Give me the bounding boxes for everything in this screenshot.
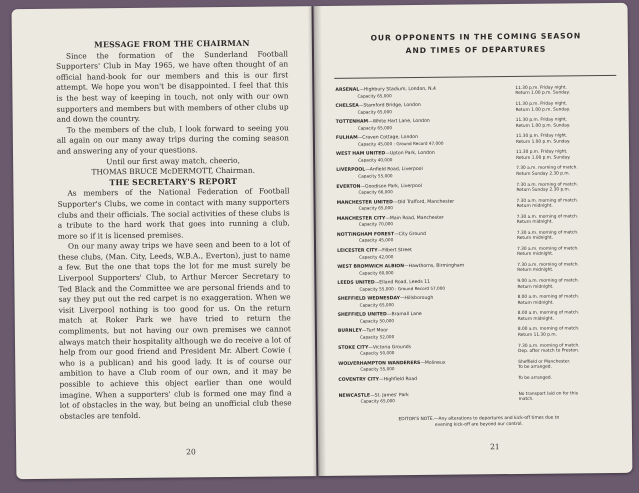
fixture-departure bbox=[518, 359, 570, 370]
fixture-ground: —Elland Road, Leeds 11 bbox=[374, 279, 431, 286]
fixture-departure bbox=[517, 278, 579, 289]
chairman-signature: THOMAS BRUCE McDERMOTT, Chairman. bbox=[91, 165, 255, 177]
fixture-capacity: Capacity 65,000 bbox=[358, 205, 393, 211]
fixture-capacity: Capacity 66,000 bbox=[358, 189, 393, 195]
fixture-departure bbox=[517, 198, 579, 209]
fixture-departure bbox=[516, 166, 578, 177]
fixture-departure-time: To be arranged. bbox=[518, 375, 552, 381]
fixture-row bbox=[339, 391, 619, 410]
fixture-departure bbox=[517, 246, 579, 257]
fixture-return-time: Return midnight. bbox=[517, 268, 554, 274]
fixture-return-time: Return midnight. bbox=[517, 284, 554, 290]
chairman-paragraph: To the members of the club, I look forward to seeing you all again on our many away trips during the coming season and answering any of your questions. bbox=[56, 123, 289, 156]
fixture-club-name: ARSENAL bbox=[335, 87, 360, 93]
fixture-ground: —Hawthorns, Birmingham bbox=[404, 263, 465, 270]
fixture-ground: —Goodison Park, Liverpool bbox=[360, 183, 422, 190]
fixture-ground: —St. James' Park bbox=[370, 392, 409, 399]
fixtures-heading-line1: OUR OPPONENTS IN THE COMING SEASON bbox=[370, 31, 582, 43]
fixture-ground: —Stamford Bridge, London bbox=[358, 103, 421, 109]
fixture-ground: —Main Road, Manchester bbox=[385, 215, 444, 222]
booklet-spread bbox=[12, 3, 633, 487]
fixtures-list bbox=[335, 85, 618, 410]
fixture-departure bbox=[517, 230, 579, 241]
fixture-return-time: Return midnight. bbox=[516, 235, 554, 242]
fixture-club-name: NOTTINGHAM FOREST bbox=[336, 232, 395, 238]
fixture-departure-time: 7.30 a.m. morning of match. bbox=[516, 230, 579, 236]
chairman-paragraph: Since the formation of the Sunderland Football Supporters' Club in May 1965, we have often thought of an official hand-book for our members and this is our first attempt. We hope you won't be disappointed. I feel that this is the best way of keeping in touch, not only with our own supporters and members but with members of other clubs up and down the country. bbox=[56, 48, 289, 124]
fixture-club-name: SHEFFIELD UNITED bbox=[337, 312, 387, 319]
fixture-departure-time: 7.30 a.m. morning of match. bbox=[516, 165, 578, 172]
fixture-return-time: Return 1.00 p.m. Sunday. bbox=[515, 139, 571, 145]
fixture-departure bbox=[517, 262, 579, 273]
fixture-departure bbox=[516, 101, 571, 112]
fixture-club-name: LEICESTER CITY bbox=[337, 248, 378, 254]
fixtures-heading-line2: AND TIMES OF DEPARTURES bbox=[405, 44, 547, 56]
fixture-departure-time: Sheffield or Manchester. bbox=[518, 359, 571, 365]
fixture-club-name: WEST BROMWICH ALBION bbox=[337, 264, 405, 270]
fixture-club-name: WOLVERHAMPTON WANDERERS bbox=[338, 360, 421, 367]
fixture-return-time: Return 1.00 p.m. Sunday. bbox=[515, 106, 571, 113]
fixture-return-time: Dep. after match to Preston. bbox=[518, 348, 580, 354]
fixture-departure-time: 7.30 a.m. morning of match. bbox=[518, 342, 580, 349]
fixture-return-time: Return Sunday 2.30 p.m. bbox=[516, 187, 571, 193]
fixture-club-name: TOTTENHAM bbox=[335, 119, 369, 126]
right-page bbox=[313, 3, 632, 476]
right-page-number: 21 bbox=[490, 442, 500, 452]
fixture-club-name: BURNLEY bbox=[337, 328, 362, 335]
fixture-return-time: Return midnight. bbox=[517, 251, 554, 258]
fixture-ground: —City Ground bbox=[394, 231, 427, 238]
left-page-text bbox=[56, 38, 292, 422]
fixture-capacity: Capacity 65,000 bbox=[357, 92, 392, 99]
fixture-capacity: Capacity 42,000 bbox=[359, 253, 394, 260]
fixture-departure bbox=[518, 375, 552, 381]
fixture-capacity: Capacity 50,000 bbox=[359, 318, 395, 324]
fixture-departure-time: 8.00 a.m. morning of match. bbox=[517, 294, 580, 301]
fixture-capacity: Capacity 65,000 bbox=[357, 125, 393, 131]
fixture-capacity: Capacity 50,000 bbox=[360, 350, 395, 356]
fixture-club-name: EVERTON bbox=[336, 184, 361, 190]
fixture-departure bbox=[519, 391, 579, 402]
fixture-ground: —Turf Moor bbox=[361, 328, 389, 334]
fixture-departure bbox=[517, 214, 579, 225]
fixture-capacity: Capacity 60,000 bbox=[359, 269, 394, 276]
fixture-capacity: Capacity 65,000 bbox=[357, 108, 392, 115]
secretary-paragraph: On our many away trips we have seen and been to a lot of these clubs, (Man. City, Leeds, W.B.A., Everton), just to name a few. But the one that tops the lot for me must surely be Liverpool Supporters' Club, to Arthur Mercer Secretary to Ted Black and the Committee we are personal friends and to say they put out the red carpet is no exaggeration. When we visit Liverpool nothing is too good for us. On the return match at Roker Park we have tried to return the compliments, but not having our own premises we cannot always match their hospitality although we do receive a lot of help from our good friend and President Mr. Albert Cowie ( who is a publican) and his good lady. It is of course our ambition to have a Club room of our own, and it may be possible to achieve this object earlier than one would imagine. When a supporters' club is formed one may find a lot of obstacles in the way, but being an unofficial club these obstacles are tenfold. bbox=[58, 239, 292, 421]
fixture-club-ground bbox=[337, 199, 455, 206]
fixture-departure-time: 11.30 p.m. Friday night. bbox=[516, 149, 568, 156]
fixture-club-name: COVENTRY CITY bbox=[338, 377, 380, 383]
fixture-club-name: SHEFFIELD WEDNESDAY bbox=[337, 296, 400, 303]
fixture-departure-time: 7.30 a.m. morning of match. bbox=[516, 197, 579, 204]
fixture-departure-time: 11.30 p.m. Friday night. bbox=[515, 117, 568, 124]
fixture-departure-time: 9.00 a.m. morning of match. bbox=[517, 278, 579, 285]
fixture-capacity: Capacity 55,000 bbox=[360, 366, 395, 372]
fixture-departure-time: 11.30 p.m. Friday night. bbox=[515, 85, 567, 91]
fixtures-heading bbox=[338, 29, 614, 58]
fixture-club-name: LEEDS UNITED bbox=[337, 280, 375, 286]
fixture-return-time: Return midnight. bbox=[516, 203, 553, 210]
fixture-ground: —Highfield Road bbox=[378, 376, 418, 383]
fixture-departure-time: 7.30 a.m. morning of match. bbox=[516, 214, 579, 220]
fixture-return-time: Return Sunday 2.30 p.m. bbox=[516, 171, 570, 177]
fixture-ground: —Upton Park, London bbox=[385, 151, 435, 157]
fixture-departure-time: 7.30 a.m. morning of match. bbox=[517, 262, 579, 268]
fixture-departure bbox=[516, 150, 571, 161]
fixture-club-name: STOKE CITY bbox=[338, 345, 369, 351]
fixture-capacity: Capacity 52,000 bbox=[359, 334, 395, 340]
left-page-number: 20 bbox=[186, 447, 196, 457]
fixture-departure-time: 11.30 p.m. Friday night. bbox=[515, 133, 568, 140]
fixture-club-name: NEWCASTLE bbox=[338, 393, 371, 399]
fixture-club-name: CHELSEA bbox=[335, 103, 359, 109]
fixture-club-name: MANCHESTER CITY bbox=[336, 216, 386, 222]
fixture-return-time: To be arranged. bbox=[518, 364, 552, 370]
fixture-departure bbox=[516, 118, 571, 129]
fixture-departure bbox=[518, 295, 580, 306]
fixture-capacity: Capacity 45,000 : Ground Record 47,000 bbox=[357, 140, 444, 147]
fixture-capacity: Capacity 65,000 bbox=[360, 398, 395, 404]
fixture-ground: —Anfield Road, Liverpool bbox=[365, 167, 423, 174]
fixture-ground: —Hillsborough bbox=[399, 296, 434, 302]
fixture-ground: —Craven Cottage, London bbox=[357, 135, 419, 141]
heading-rule bbox=[334, 75, 616, 79]
fixture-ground: —Highbury Stadium, London, N.4 bbox=[359, 86, 436, 93]
fixture-return-time: Return 1.00 p.m. Sunday. bbox=[516, 155, 571, 161]
fixture-ground: —Molineux bbox=[420, 360, 446, 366]
fixture-club-ground bbox=[337, 264, 464, 271]
fixture-capacity: Capacity 55,000 bbox=[358, 173, 393, 179]
fixture-ground: —Victoria Grounds bbox=[368, 344, 412, 351]
fixture-departure-time: 7.30 a.m. morning of match. bbox=[517, 246, 579, 252]
fixture-ground: —Old Trafford, Manchester bbox=[392, 199, 455, 205]
fixture-departure bbox=[518, 343, 580, 354]
fixture-departure-time: 8.00 a.m. morning of match. bbox=[517, 310, 580, 317]
fixture-departure bbox=[518, 311, 580, 322]
fixture-return-time: Return 1.00 p.m. Sunday. bbox=[515, 90, 570, 97]
fixture-departure-time: No transport laid on for this bbox=[518, 391, 578, 397]
fixture-departure bbox=[515, 85, 570, 96]
fixture-departure bbox=[518, 327, 580, 338]
chairman-heading: MESSAGE FROM THE CHAIRMAN bbox=[94, 38, 250, 50]
fixture-ground: —Bramall Lane bbox=[386, 312, 422, 318]
fixture-capacity: Capacity 55,000 : Ground Record 57,000 bbox=[359, 285, 446, 292]
fixture-capacity: Capacity 70,000 bbox=[358, 221, 394, 227]
fixture-return-time: match. bbox=[518, 396, 534, 403]
fixture-return-time: Return 1.00 p.m. Sunday. bbox=[515, 122, 571, 129]
secretary-paragraph: As members of the National Federation of Football Supporter's Clubs, we come in contact with many supporters clubs and their officials. The social activities of these clubs is a tribute to the hard work that goes into running a club, more so if it is licensed premises. bbox=[57, 186, 290, 241]
fixture-return-time: Return midnight. bbox=[516, 219, 553, 226]
fixture-capacity: Capacity 65,000 bbox=[359, 302, 394, 308]
fixture-capacity: Capacity 45,000 bbox=[358, 237, 394, 244]
editors-note-line1: EDITOR'S NOTE.—Any alterations to departures and kick-off times due to bbox=[398, 415, 560, 423]
fixture-return-time: Return midnight. bbox=[517, 316, 554, 322]
fixture-ground: —White Hart Lane, London bbox=[368, 119, 430, 125]
fixture-departure bbox=[516, 182, 578, 193]
editors-note bbox=[348, 415, 610, 430]
fixture-club-name: LIVERPOOL bbox=[336, 168, 366, 174]
fixture-club-name: WEST HAM UNITED bbox=[336, 151, 386, 158]
fixture-departure-time: 11.30 p.m. Friday night. bbox=[515, 101, 568, 108]
fixture-club-name: MANCHESTER UNITED bbox=[336, 199, 394, 206]
fixture-capacity: Capacity 40,000 bbox=[358, 157, 393, 163]
fixture-departure bbox=[516, 134, 571, 145]
fixture-departure-time: 8.00 a.m. morning of match. bbox=[517, 326, 580, 333]
fixture-return-time: Return 11.30 p.m. bbox=[517, 332, 557, 338]
secretary-heading: THE SECRETARY'S REPORT bbox=[109, 176, 238, 187]
signoff-line: Until our first away match, cheerio, bbox=[106, 155, 240, 166]
left-page bbox=[12, 6, 317, 479]
fixture-departure-time: 7.30 a.m. morning of match. bbox=[516, 181, 578, 188]
fixture-club-ground bbox=[338, 377, 417, 383]
editors-note-line2: evening kick-off are beyond our control. bbox=[434, 421, 523, 428]
fixture-club-name: FULHAM bbox=[335, 135, 358, 142]
fixture-return-time: Return midnight. bbox=[517, 300, 554, 306]
fixture-ground: —Filbert Street bbox=[377, 247, 412, 254]
